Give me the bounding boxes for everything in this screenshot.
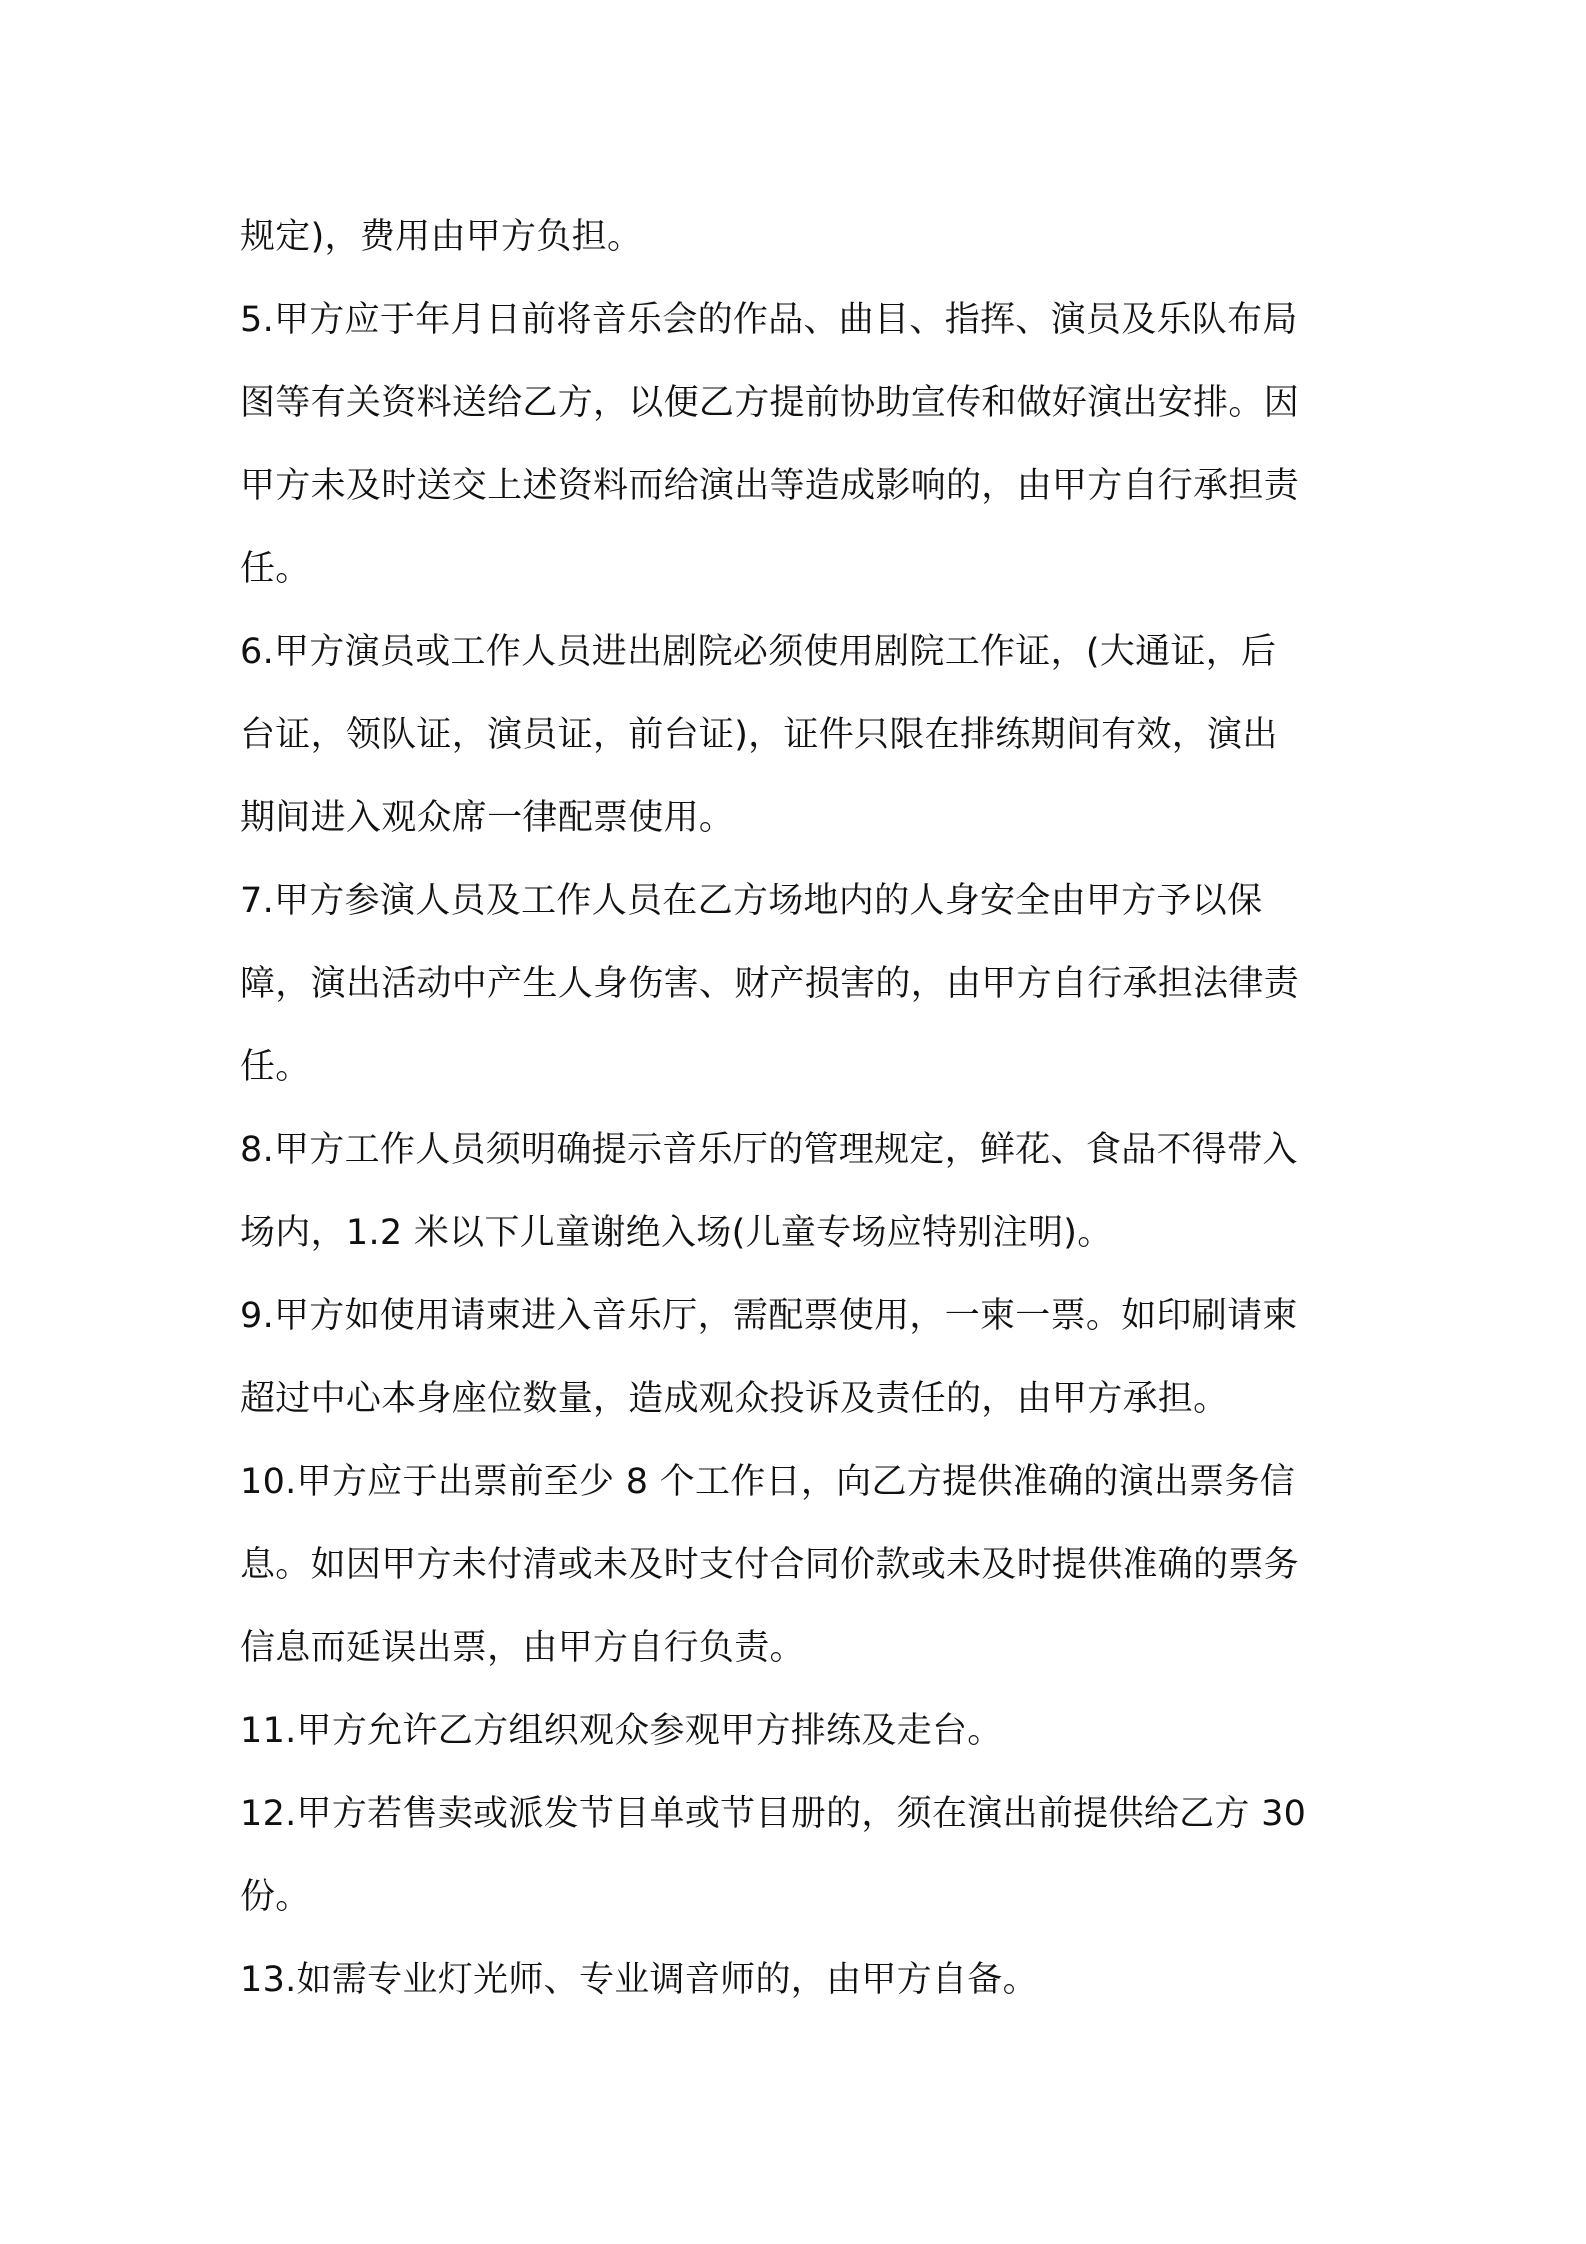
document-body [240,196,1360,2022]
text-line: 份。 [240,1877,311,1917]
text-line: 障，演出活动中产生人身伤害、财产损害的，由甲方自行承担法律责 [240,964,1300,1004]
text-line: 图等有关资料送给乙方，以便乙方提前协助宣传和做好演出安排。因 [240,383,1300,423]
text-line: 台证，领队证，演员证，前台证)，证件只限在排练期间有效，演出 [240,715,1278,755]
text-line: 任。 [240,1047,311,1087]
text-line: 7.甲方参演人员及工作人员在乙方场地内的人身安全由甲方予以保 [240,881,1263,921]
text-line: 场内，1.2 米以下儿童谢绝入场(儿童专场应特别注明)。 [240,1213,1113,1253]
text-line: 5.甲方应于年月日前将音乐会的作品、曲目、指挥、演员及乐队布局 [240,300,1298,340]
text-line: 任。 [240,549,311,589]
text-line: 超过中心本身座位数量，造成观众投诉及责任的，由甲方承担。 [240,1379,1229,1419]
text-line: 期间进入观众席一律配票使用。 [240,798,735,838]
text-line: 甲方未及时送交上述资料而给演出等造成影响的，由甲方自行承担责 [240,466,1300,506]
text-line: 10.甲方应于出票前至少 8 个工作日，向乙方提供准确的演出票务信 [240,1462,1296,1502]
text-line: 13.如需专业灯光师、专业调音师的，由甲方自备。 [240,1960,1038,2000]
text-line: 12.甲方若售卖或派发节目单或节目册的，须在演出前提供给乙方 30 [240,1794,1307,1834]
text-line: 6.甲方演员或工作人员进出剧院必须使用剧院工作证，(大通证，后 [240,632,1277,672]
text-line: 规定)，费用由甲方负担。 [240,217,643,257]
text-line: 息。如因甲方未付清或未及时支付合同价款或未及时提供准确的票务 [240,1545,1300,1585]
text-line: 8.甲方工作人员须明确提示音乐厅的管理规定，鲜花、食品不得带入 [240,1130,1298,1170]
text-line: 信息而延误出票，由甲方自行负责。 [240,1628,805,1668]
text-line: 9.甲方如使用请柬进入音乐厅，需配票使用，一柬一票。如印刷请柬 [240,1296,1298,1336]
text-line: 11.甲方允许乙方组织观众参观甲方排练及走台。 [240,1711,1003,1751]
